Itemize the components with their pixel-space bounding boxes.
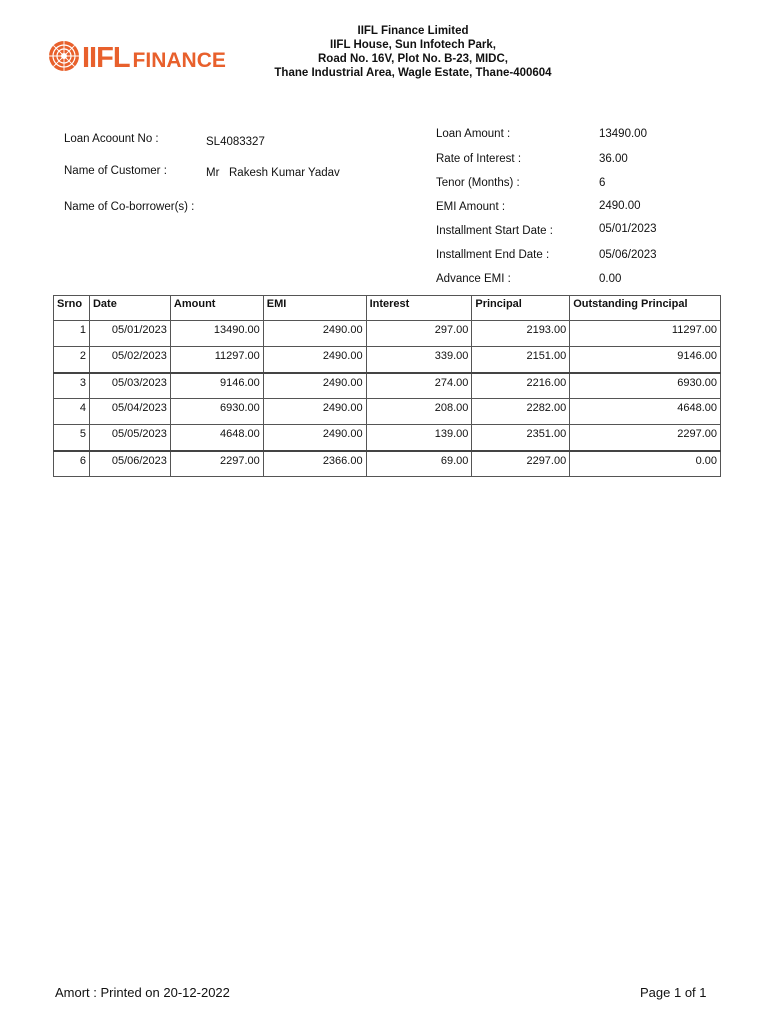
table-row [54,425,721,451]
installment-end-value: 05/06/2023 [599,249,657,261]
loan-account-value: SL4083327 [206,136,265,148]
cell-outstanding: 2297.00 [570,425,721,451]
cell-srno: 5 [54,425,90,451]
emi-amount-value: 2490.00 [599,200,641,212]
cell-date: 05/06/2023 [89,451,170,477]
cell-outstanding: 11297.00 [570,321,721,347]
company-name: IIFL Finance Limited [357,25,469,37]
coborrower-label: Name of Co-borrower(s) : [64,201,195,213]
table-header-row [54,296,721,321]
advance-emi-label: Advance EMI : [436,273,511,285]
column-header-amount: Amount [170,296,263,321]
cell-amount: 2297.00 [170,451,263,477]
column-header-outstanding: Outstanding Principal [570,296,721,321]
cell-emi: 2490.00 [263,347,366,373]
table-row [54,399,721,425]
cell-principal: 2151.00 [472,347,570,373]
logo-main-text: IIFL [82,42,130,74]
company-logo [48,39,226,81]
printed-on-footer: Amort : Printed on 20-12-2022 [55,985,230,1000]
table-row [54,347,721,373]
column-header-emi: EMI [263,296,366,321]
cell-interest: 208.00 [366,399,472,425]
cell-srno: 6 [54,451,90,477]
loan-account-label: Loan Acoount No : [64,133,159,145]
installment-start-value: 05/01/2023 [599,223,657,235]
column-header-principal: Principal [472,296,570,321]
cell-amount: 6930.00 [170,399,263,425]
cell-srno: 2 [54,347,90,373]
cell-emi: 2490.00 [263,425,366,451]
page-number-footer: Page 1 of 1 [640,985,707,1000]
interest-rate-value: 36.00 [599,153,628,165]
cell-date: 05/03/2023 [89,373,170,399]
amortization-table [53,295,721,477]
installment-start-label: Installment Start Date : [436,225,553,237]
tenor-value: 6 [599,177,606,189]
cell-principal: 2193.00 [472,321,570,347]
cell-outstanding: 9146.00 [570,347,721,373]
cell-interest: 139.00 [366,425,472,451]
loan-amount-value: 13490.00 [599,128,647,140]
logo-sub-text: FINANCE [132,49,226,72]
cell-emi: 2490.00 [263,373,366,399]
cell-emi: 2490.00 [263,321,366,347]
customer-name-value: Rakesh Kumar Yadav [229,167,340,179]
company-address-line: Road No. 16V, Plot No. B-23, MIDC, [318,53,508,65]
company-address-line: IIFL House, Sun Infotech Park, [330,39,496,51]
cell-amount: 9146.00 [170,373,263,399]
cell-date: 05/04/2023 [89,399,170,425]
cell-principal: 2216.00 [472,373,570,399]
emi-amount-label: EMI Amount : [436,201,506,213]
cell-interest: 274.00 [366,373,472,399]
table-row [54,451,721,477]
cell-interest: 339.00 [366,347,472,373]
cell-amount: 13490.00 [170,321,263,347]
iifl-emblem-icon [48,40,80,72]
cell-interest: 69.00 [366,451,472,477]
cell-amount: 11297.00 [170,347,263,373]
cell-principal: 2351.00 [472,425,570,451]
cell-emi: 2366.00 [263,451,366,477]
table-row [54,321,721,347]
cell-outstanding: 4648.00 [570,399,721,425]
cell-principal: 2282.00 [472,399,570,425]
cell-interest: 297.00 [366,321,472,347]
interest-rate-label: Rate of Interest : [436,153,522,165]
company-address-line: Thane Industrial Area, Wagle Estate, Thane-400604 [274,67,552,79]
cell-outstanding: 6930.00 [570,373,721,399]
cell-amount: 4648.00 [170,425,263,451]
cell-date: 05/01/2023 [89,321,170,347]
tenor-label: Tenor (Months) : [436,177,520,189]
advance-emi-value: 0.00 [599,273,622,285]
column-header-date: Date [89,296,170,321]
installment-end-label: Installment End Date : [436,249,550,261]
cell-date: 05/05/2023 [89,425,170,451]
cell-principal: 2297.00 [472,451,570,477]
column-header-interest: Interest [366,296,472,321]
cell-date: 05/02/2023 [89,347,170,373]
table-row [54,373,721,399]
cell-srno: 3 [54,373,90,399]
cell-srno: 4 [54,399,90,425]
column-header-srno: Srno [54,296,90,321]
cell-srno: 1 [54,321,90,347]
customer-name-label: Name of Customer : [64,165,167,177]
loan-amount-label: Loan Amount : [436,128,511,140]
cell-outstanding: 0.00 [570,451,721,477]
customer-title: Mr [206,167,220,179]
cell-emi: 2490.00 [263,399,366,425]
